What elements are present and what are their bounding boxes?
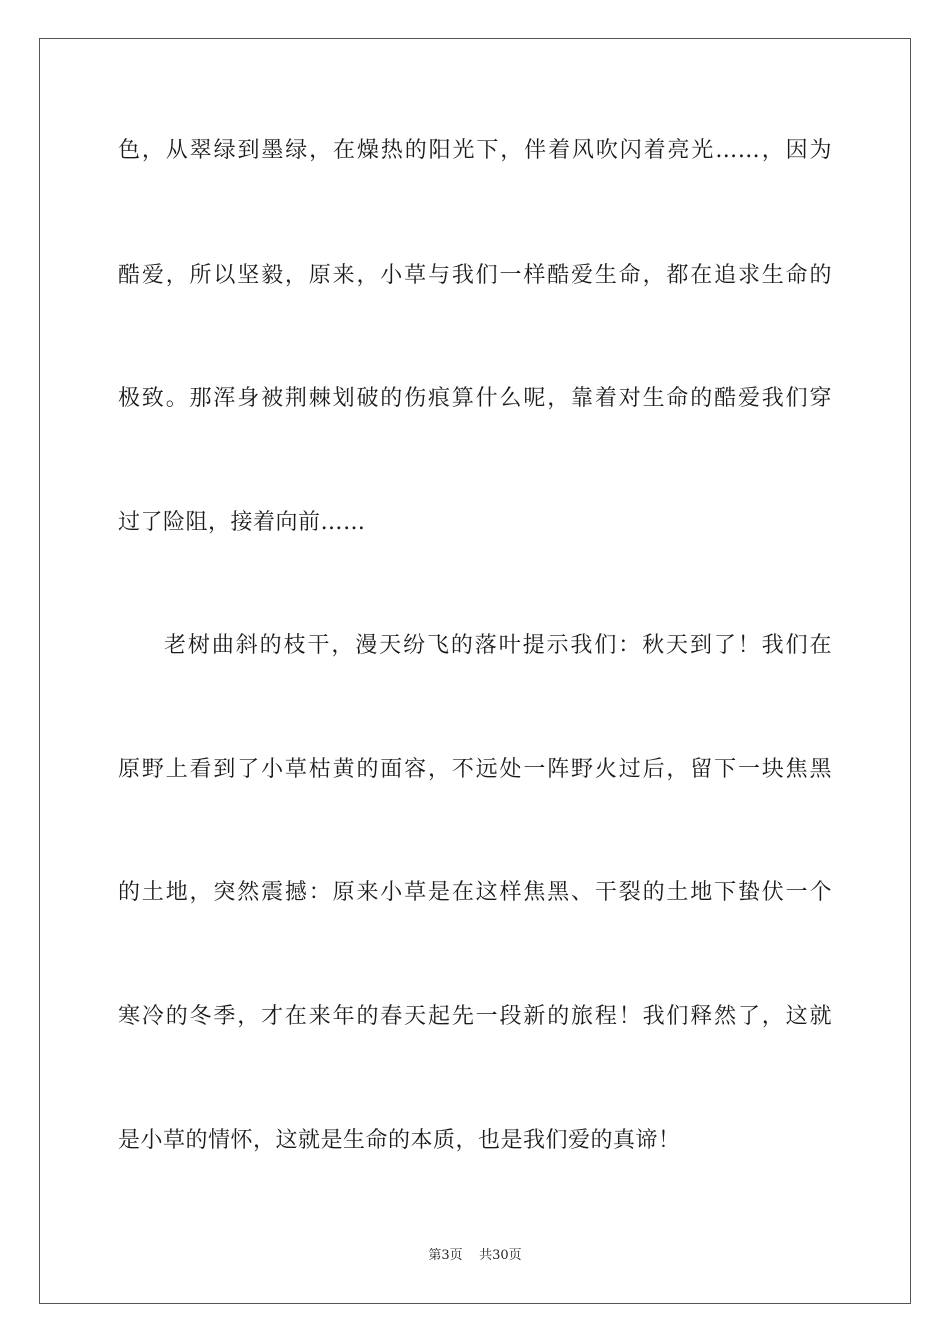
page-border bbox=[39, 38, 911, 1304]
paragraph-line-8: 寒冷的冬季，才在来年的春天起先一段新的旅程！我们释然了，这就 bbox=[118, 1004, 832, 1029]
paragraph-line-5: 老树曲斜的枝干，漫天纷飞的落叶提示我们：秋天到了！我们在 bbox=[164, 633, 832, 658]
page-footer bbox=[0, 1247, 950, 1265]
paragraph-line-9: 是小草的情怀，这就是生命的本质，也是我们爱的真谛！ bbox=[118, 1128, 681, 1153]
paragraph-line-1: 色，从翠绿到墨绿，在燥热的阳光下，伴着风吹闪着亮光……，因为 bbox=[118, 138, 832, 163]
paragraph-line-6: 原野上看到了小草枯黄的面容，不远处一阵野火过后，留下一块焦黑 bbox=[118, 757, 832, 782]
page-total: 共30页 bbox=[479, 1248, 522, 1263]
paragraph-line-2: 酷爱，所以坚毅，原来，小草与我们一样酷爱生命，都在追求生命的 bbox=[118, 263, 832, 288]
paragraph-line-7: 的土地，突然震撼：原来小草是在这样焦黑、干裂的土地下蛰伏一个 bbox=[118, 880, 832, 905]
paragraph-line-3: 极致。那浑身被荆棘划破的伤痕算什么呢，靠着对生命的酷爱我们穿 bbox=[118, 386, 832, 411]
page-number: 第3页 bbox=[428, 1248, 463, 1263]
paragraph-line-4: 过了险阻，接着向前…… bbox=[118, 510, 366, 535]
